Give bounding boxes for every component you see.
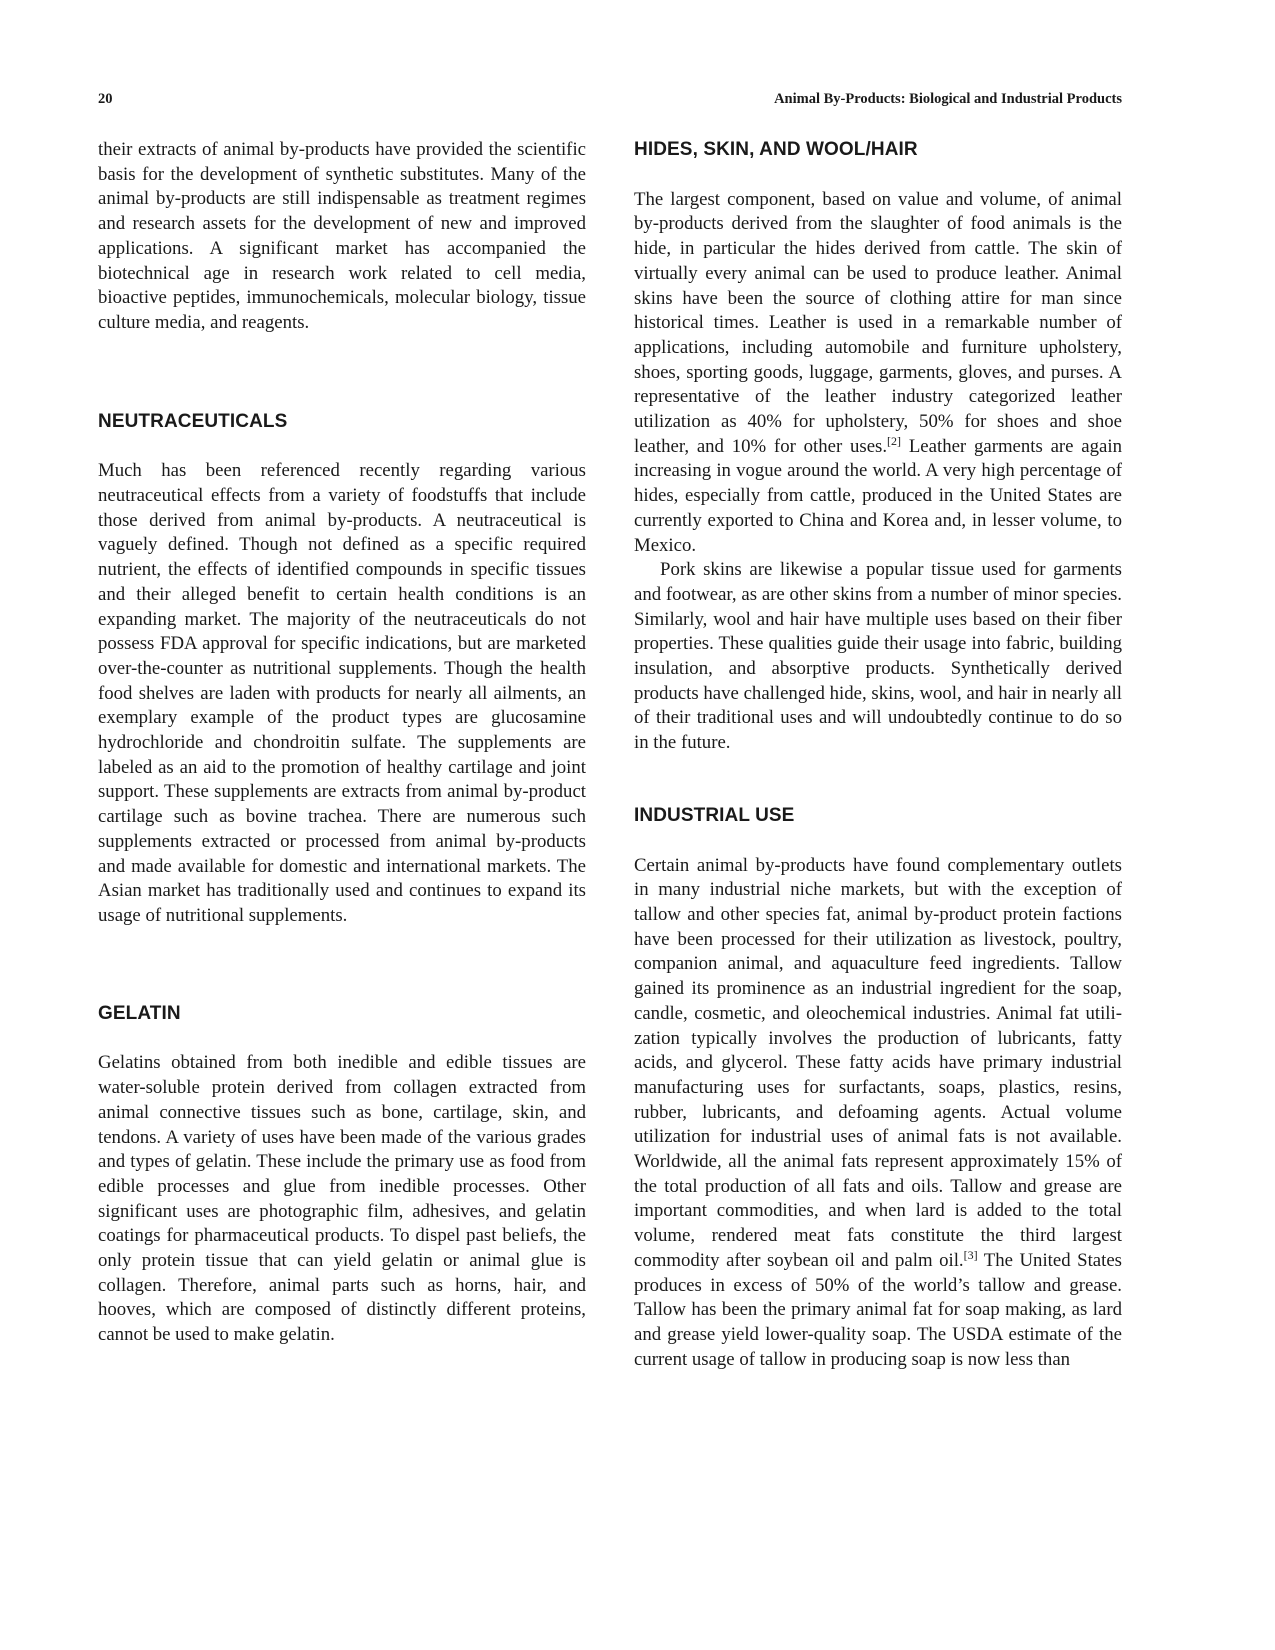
hides-paragraph-2: Pork skins are likewise a popular tissue used for garments and footwear, as are other skins from a number of minor species. Similarly, wool and hair have multiple uses based on their fiber properties. These qualities guide their usage into fabric, building insulation, and absorptive products. Synthetically derived products have challenged hide, skins, wool, and hair in nearly all of their traditional uses and will undoubtedly continue to do so in the future. [634, 559, 1122, 754]
section-heading-industrial-use: INDUSTRIAL USE [634, 804, 795, 826]
running-header [98, 91, 1122, 108]
right-column [634, 138, 1122, 1372]
hides-paragraph-1-text-a: The largest component, based on value and volume, of animal by-products derived from the slaughter of food animals is the hide, in particular the hides derived from cattle. The skin of virtually every animal can be used to produce leather. Animal skins have been the source of clothing attire for man since historical times. Leather is used in a remarkable number of applications, including automobile and furniture upholstery, shoes, sporting goods, luggage, garments, gloves, and purses. A representative of the leather industry categorized leather utilization as 40% for upholstery, 50% for shoes and shoe leather, and 10% for other uses. [634, 188, 1122, 457]
gelatin-paragraph: Gelatins obtained from both inedible and edible tissues are water-soluble protein derived from collagen extracted from animal connective tissues such as bone, cartilage, skin, and tendons. A variety of uses have been made of the various grades and types of gelatin. These include the primary use as food from edible processes and glue from inedible processes. Other significant uses are photographic film, adhesives, and gelatin coatings for pharmaceutical products. To dispel past beliefs, the only protein tissue that can yield gelatin or animal glue is collagen. Therefore, animal parts such as horns, hair, and hooves, which are composed of distinctly different proteins, cannot be used to make gelatin. [98, 1052, 586, 1346]
citation-ref-2: [2] [887, 433, 902, 448]
left-column [98, 138, 586, 1348]
intro-paragraph: their extracts of animal by-products have provided the scientific basis for the development of synthetic substitutes. Many of the animal by-products are still indispensable as treatment regimes and research assets for the development of new and improved applications. A significant market has accompanied the biotechnical age in research work related to cell media, bioactive peptides, immunochemicals, molecular biology, tissue culture media, and reagents. [98, 139, 586, 333]
citation-ref-3: [3] [963, 1247, 978, 1262]
page-number: 20 [98, 91, 113, 107]
running-title: Animal By-Products: Biological and Industrial Products [774, 91, 1122, 107]
section-heading-hides: HIDES, SKIN, AND WOOL/HAIR [634, 139, 918, 160]
industrial-paragraph-text-a: Certain animal by-products have found complementary outlets in many industrial niche markets, but with the exception of tallow and other species fat, animal by-product protein factions have been processed for their utilization as livestock, poultry, companion animal, and aquaculture feed ingredients. Tallow gained its prominence as an industrial ingredient for the soap, candle, cosmetic, and oleochemical industries. Animal fat utilization typically involves the production of lubricants, fatty acids, and glycerol. These fatty acids have primary industrial manufacturing uses for surfactants, soaps, plastics, resins, rubber, lubricants, and defoaming agents. Actual volume utilization for industrial uses of animal fats is not available. Worldwide, all the animal fats represent approximately 15% of the total production of all fats and oils. Tallow and grease are important commodities, and when lard is added to the total volume, rendered meat fats constitute the third largest commodity after soybean oil and palm oil. [634, 854, 1122, 1271]
hides-paragraph-1 [634, 188, 1122, 559]
section-heading-neutraceuticals: NEUTRACEUTICALS [98, 410, 288, 432]
hides-paragraph-1-text-b: Leather garments are again increasing in vogue around the world. A very high percentage of hides, especially from cattle, produced in the United States are currently exported to China and Korea and, in lesser volume, to Mexico. [634, 435, 1122, 556]
section-heading-gelatin: GELATIN [98, 1002, 181, 1024]
industrial-paragraph [634, 854, 1122, 1373]
industrial-paragraph-text-b: The United States produces in excess of 50% of the world’s tallow and grease. Tallow has been the primary animal fat for soap making, as lard and grease yield lower-quality soap. The USDA estimate of the current usage of tallow in producing soap is now less than [634, 1249, 1122, 1370]
neutraceuticals-paragraph: Much has been referenced recently regarding various neutraceutical effects from a variety of foodstuffs that include those derived from animal by-products. A neutraceutical is vaguely defined. Though not defined as a specific required nutrient, the effects of identified compounds in specific tissues and their alleged benefit to certain health conditions is an expanding market. The majority of the neutraceuticals do not possess FDA approval for specific indications, but are marketed over-the-counter as nutritional supplements. Though the health food shelves are laden with products for nearly all ailments, an exemplary example of the product types are glucosamine hydrochloride and chondroitin sulfate. The supplements are labeled as an aid to the promotion of healthy cartilage and joint support. These supplements are extracts from animal by-product cartilage such as bovine trachea. There are numerous such supplements extracted or processed from animal by-products and made available for domestic and international markets. The Asian market has traditionally used and continues to expand its usage of nutritional supplements. [98, 460, 586, 926]
